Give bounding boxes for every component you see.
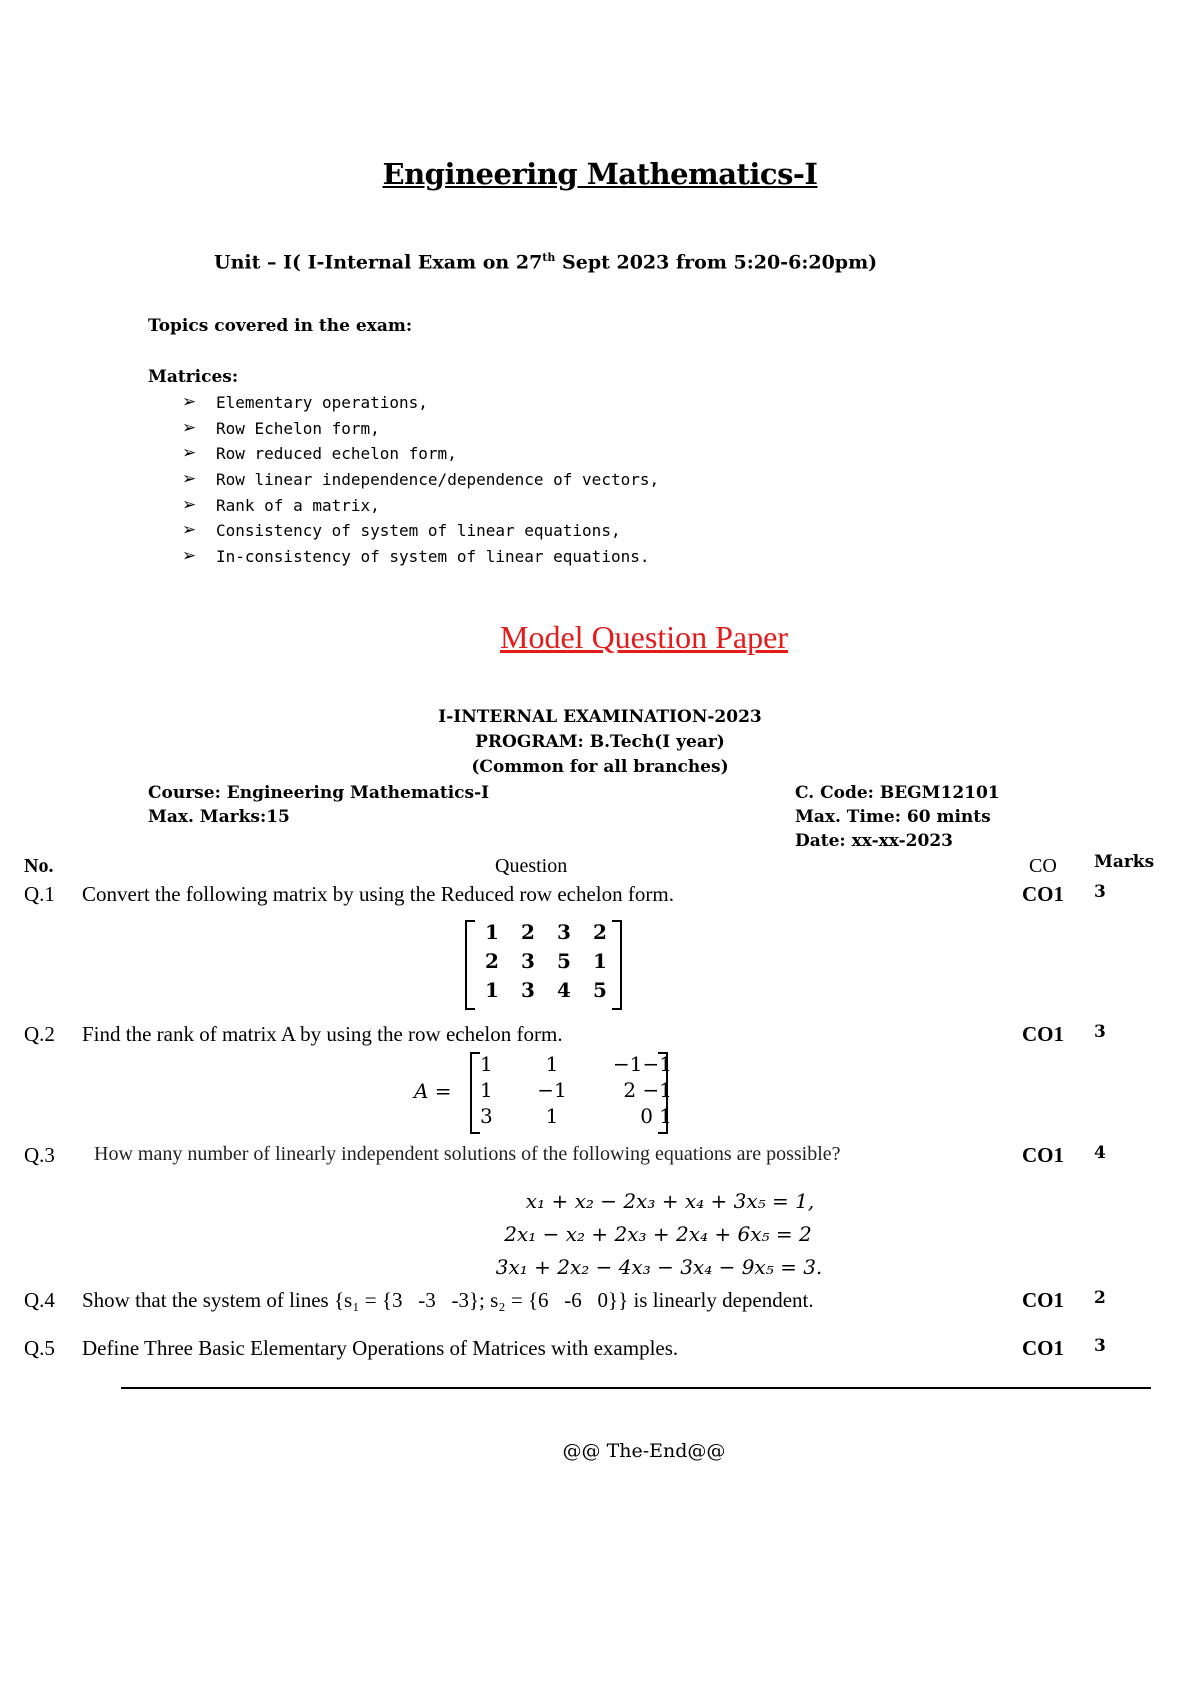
matrices-label: Matrices: (148, 367, 239, 387)
model-question-paper-title: Model Question Paper (500, 619, 788, 655)
the-end-footer: @@ The-End@@ (562, 1440, 726, 1462)
equation-3: 3x₁ + 2x₂ − 4x₃ − 3x₄ − 9x₅ = 3. (495, 1255, 823, 1279)
matrix-cell: 3 (557, 920, 571, 944)
question-text: Convert the following matrix by using the Reduced row echelon form. (82, 882, 674, 906)
exam-title: I-INTERNAL EXAMINATION-2023 (438, 707, 762, 727)
matrix-cell: 2 (485, 949, 499, 973)
arrow-bullet-icon: ➢ (182, 417, 197, 438)
question-number: Q.4 (24, 1288, 55, 1312)
unit-heading (214, 251, 877, 273)
matrix-cell: 1 (480, 1052, 493, 1076)
question-text: Define Three Basic Elementary Operations of Matrices with examples. (82, 1336, 679, 1360)
matrix-cell: 2 −1 (623, 1078, 672, 1102)
exam-date: Date: xx-xx-2023 (795, 831, 953, 851)
course-code: C. Code: BEGM12101 (795, 783, 1000, 803)
max-time: Max. Time: 60 mints (795, 807, 991, 827)
question-text: Show that the system of lines {s₁ = {3 -3 -3}; s₂ = {6 -6 0}} is linearly dependent. (82, 1288, 814, 1312)
matrix-cell: −1 (537, 1078, 567, 1102)
question-co: CO1 (1022, 1336, 1064, 1360)
question-number: Q.5 (24, 1336, 55, 1360)
column-question: Question (495, 855, 568, 877)
arrow-bullet-icon: ➢ (182, 392, 197, 412)
arrow-bullet-icon: ➢ (182, 520, 197, 541)
program-line: PROGRAM: B.Tech(I year) (475, 732, 725, 752)
matrix-cell: 5 (593, 978, 607, 1002)
equation-1: x₁ + x₂ − 2x₃ + x₄ + 3x₅ = 1, (525, 1189, 815, 1213)
arrow-bullet-icon: ➢ (182, 469, 197, 490)
matrix-cell: 3 (521, 978, 535, 1002)
course-name: Course: Engineering Mathematics-I (148, 783, 490, 803)
question-marks: 3 (1094, 882, 1106, 902)
topic-list (182, 390, 659, 570)
question-marks: 3 (1094, 1022, 1106, 1042)
matrix-label: A = (414, 1079, 452, 1103)
unit-heading-sup: th (542, 251, 556, 264)
question-number: Q.1 (24, 882, 55, 906)
matrix-bracket-left (470, 1052, 480, 1134)
matrix-cell: 1 (480, 1078, 493, 1102)
question-number: Q.3 (24, 1143, 55, 1167)
page-title: Engineering Mathematics-I (382, 157, 818, 191)
matrix-cell: 0 1 (640, 1104, 672, 1128)
arrow-bullet-icon: ➢ (182, 443, 197, 464)
unit-heading-prefix: Unit – I( I-Internal Exam on 27 (214, 251, 543, 274)
matrix-cell: 2 (521, 920, 535, 944)
equation-2: 2x₁ − x₂ + 2x₃ + 2x₄ + 6x₅ = 2 (504, 1222, 812, 1246)
column-no: No. (24, 855, 54, 877)
question-co: CO1 (1022, 1022, 1064, 1046)
matrix-cell: 1 (485, 920, 499, 944)
question-number: Q.2 (24, 1022, 55, 1046)
matrix-cell: −1−1 (613, 1052, 672, 1076)
matrix-bracket-right (612, 920, 622, 1010)
question-co: CO1 (1022, 1143, 1064, 1167)
question-marks: 4 (1094, 1143, 1106, 1163)
question-co: CO1 (1022, 1288, 1064, 1312)
matrix-cell: 4 (557, 978, 571, 1002)
list-item: ➢ Row linear independence/dependence of vectors, (182, 467, 659, 493)
common-branches-line: (Common for all branches) (471, 757, 729, 777)
column-co: CO (1029, 855, 1057, 877)
unit-heading-suffix: Sept 2023 from 5:20-6:20pm) (555, 251, 878, 274)
arrow-bullet-icon: ➢ (182, 546, 197, 567)
list-item: ➢ In-consistency of system of linear equations. (182, 544, 659, 570)
question-marks: 3 (1094, 1336, 1106, 1356)
list-item: ➢ Consistency of system of linear equations, (182, 518, 659, 544)
matrix-cell: 3 (480, 1104, 493, 1128)
matrix-cell: 2 (593, 920, 607, 944)
matrix-cell: 5 (557, 949, 571, 973)
matrix-cell: 3 (521, 949, 535, 973)
divider (121, 1387, 1151, 1389)
matrix-cell: 1 (593, 949, 607, 973)
matrix-cell: 1 (545, 1052, 559, 1076)
max-marks: Max. Marks:15 (148, 807, 290, 827)
list-item: ➢ Elementary operations, (182, 390, 659, 416)
arrow-bullet-icon: ➢ (182, 494, 197, 515)
topics-label: Topics covered in the exam: (148, 316, 413, 336)
question-marks: 2 (1094, 1288, 1106, 1308)
question-text: Find the rank of matrix A by using the row echelon form. (82, 1022, 563, 1046)
matrix-bracket-right (658, 1052, 668, 1134)
question-co: CO1 (1022, 882, 1064, 906)
list-item: ➢ Row Echelon form, (182, 416, 659, 442)
matrix-cell: 1 (485, 978, 499, 1002)
question-text: How many number of linearly independent solutions of the following equations are possible? (94, 1143, 841, 1165)
matrix-cell: 1 (545, 1104, 559, 1128)
list-item: ➢ Rank of a matrix, (182, 493, 659, 519)
column-marks: Marks (1094, 852, 1155, 872)
list-item: ➢ Row reduced echelon form, (182, 441, 659, 467)
